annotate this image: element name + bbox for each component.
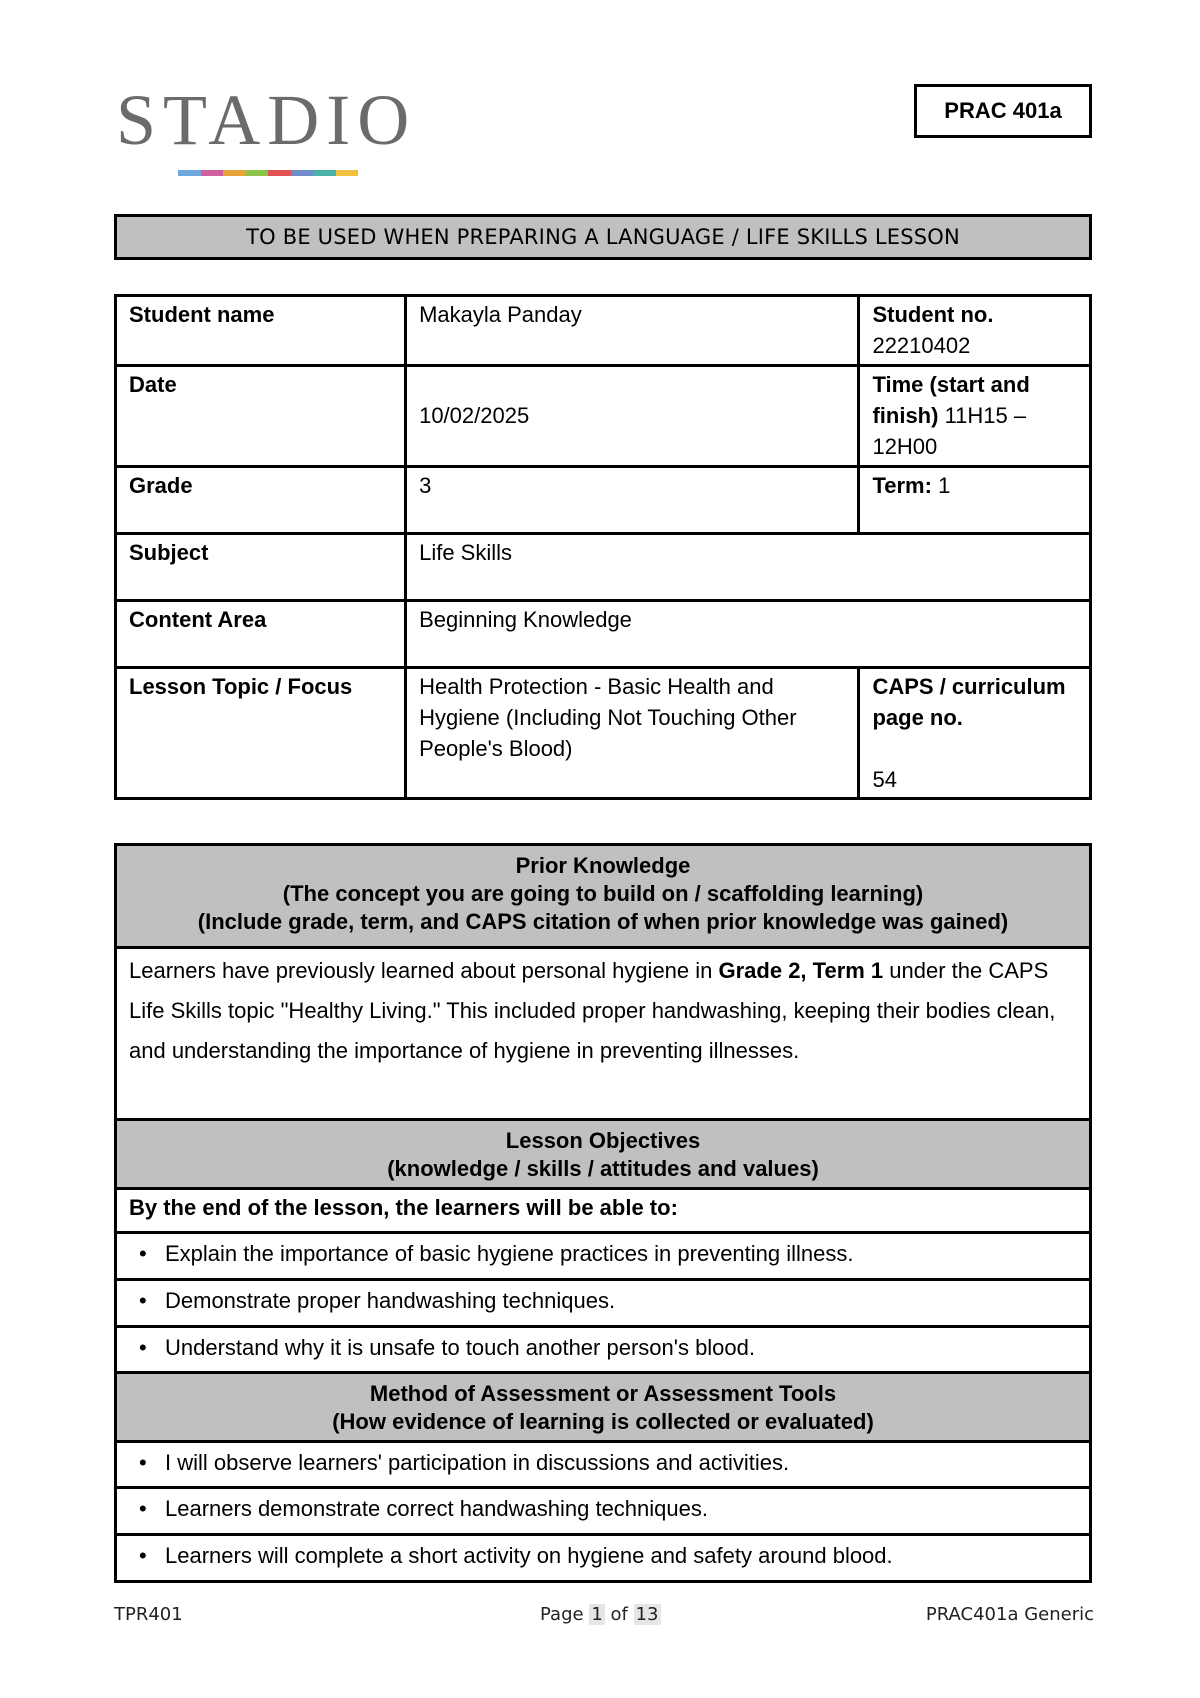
content-area-label: Content Area: [116, 601, 406, 668]
logo-stripe-segment: [201, 170, 224, 176]
lesson-topic-label: Lesson Topic / Focus: [116, 668, 406, 799]
table-row: [116, 1535, 1091, 1582]
footer-module-code: TPR401: [114, 1604, 183, 1625]
footer-page-current: 1: [591, 1604, 603, 1625]
caps-label: CAPS / curriculum page no.: [872, 674, 1066, 730]
subject-label: Subject: [116, 534, 406, 601]
lesson-topic-value: Health Protection - Basic Health and Hygiene (Including Not Touching Other People's Blood): [406, 668, 859, 799]
logo-color-stripe: [178, 170, 358, 176]
footer-of-word: of: [610, 1604, 628, 1625]
content-area-value: Beginning Knowledge: [406, 601, 1091, 668]
table-row: [116, 467, 1091, 534]
logo-stripe-segment: [178, 170, 201, 176]
table-row: [116, 845, 1091, 948]
table-row: [116, 1488, 1091, 1535]
assessment-item: • I will observe learners' participation in discussions and activities.: [116, 1442, 1091, 1488]
objectives-sub: (knowledge / skills / attitudes and values): [387, 1156, 819, 1181]
prior-knowledge-sub1: (The concept you are going to build on / scaffolding learning): [282, 881, 924, 906]
objectives-intro: By the end of the lesson, the learners will be able to:: [116, 1189, 1091, 1233]
prior-text-part: under the CAPS Life Skills topic "Healthy Living." This included proper handwashing, keeping their bodies clean, and understanding the importance of hygiene in preventing illnesses.: [129, 958, 1056, 1063]
time-value: 11H15 – 12H00: [872, 403, 1027, 459]
time-label: Time (start and finish): [872, 372, 1030, 428]
logo-stripe-segment: [223, 170, 246, 176]
table-row: [116, 1233, 1091, 1280]
assessment-title: Method of Assessment or Assessment Tools: [369, 1381, 837, 1406]
table-row: [116, 1280, 1091, 1327]
footer-page-word: Page: [540, 1604, 584, 1625]
assessment-sub: (How evidence of learning is collected or evaluated): [332, 1409, 874, 1434]
student-name-value: Makayla Panday: [406, 296, 859, 366]
logo-stripe-segment: [336, 170, 359, 176]
table-row: [116, 1189, 1091, 1233]
table-row: [116, 296, 1091, 366]
table-row: [116, 1120, 1091, 1189]
grade-value: 3: [406, 467, 859, 534]
logo-stripe-segment: [246, 170, 269, 176]
table-row: [116, 1442, 1091, 1488]
table-row: [116, 534, 1091, 601]
logo-stripe-segment: [291, 170, 314, 176]
stadio-logo: [116, 80, 426, 174]
prior-knowledge-text: [116, 948, 1091, 1120]
caps-page-value: 54: [872, 767, 897, 792]
term-value: 1: [938, 473, 951, 498]
time-cell: [859, 366, 1091, 467]
table-row: [116, 668, 1091, 799]
footer-page-number: [540, 1604, 661, 1625]
grade-label: Grade: [116, 467, 406, 534]
assessment-header: [116, 1373, 1091, 1442]
footer-document-name: PRAC401a Generic: [925, 1604, 1094, 1625]
course-code-box: PRAC 401a: [914, 84, 1092, 138]
lesson-info-table: [114, 294, 1092, 800]
objective-item: • Understand why it is unsafe to touch another person's blood.: [116, 1327, 1091, 1373]
table-row: [116, 601, 1091, 668]
student-no-label: Student no.: [872, 302, 994, 327]
student-name-label: Student name: [116, 296, 406, 366]
date-value: 10/02/2025: [406, 366, 859, 467]
student-no-cell: [859, 296, 1091, 366]
assessment-item: • Learners will complete a short activity on hygiene and safety around blood.: [116, 1535, 1091, 1582]
objective-item: • Demonstrate proper handwashing techniques.: [116, 1280, 1091, 1327]
caps-cell: [859, 668, 1091, 799]
date-label: Date: [116, 366, 406, 467]
form-banner: TO BE USED WHEN PREPARING A LANGUAGE / LIFE SKILLS LESSON: [114, 214, 1092, 260]
term-label: Term:: [872, 473, 932, 498]
logo-stripe-segment: [313, 170, 336, 176]
term-cell: [859, 467, 1091, 534]
objectives-header: [116, 1120, 1091, 1189]
footer-page-total: 13: [635, 1604, 659, 1625]
subject-value: Life Skills: [406, 534, 1091, 601]
table-row: [116, 366, 1091, 467]
prior-text-part: Learners have previously learned about personal hygiene in: [129, 958, 719, 983]
prior-knowledge-sub2: (Include grade, term, and CAPS citation of when prior knowledge was gained): [197, 909, 1009, 934]
prior-knowledge-header: [116, 845, 1091, 948]
logo-stripe-segment: [268, 170, 291, 176]
objectives-title: Lesson Objectives: [505, 1128, 701, 1153]
table-row: [116, 1373, 1091, 1442]
assessment-item: • Learners demonstrate correct handwashing techniques.: [116, 1488, 1091, 1535]
prior-knowledge-title: Prior Knowledge: [515, 853, 691, 878]
lesson-plan-table: [114, 843, 1092, 1583]
table-row: [116, 1327, 1091, 1373]
logo-text: STADIO: [116, 80, 417, 160]
student-no-value: 22210402: [872, 333, 971, 358]
prior-text-bold: Grade 2, Term 1: [718, 958, 884, 983]
table-row: [116, 948, 1091, 1120]
objective-item: • Explain the importance of basic hygiene practices in preventing illness.: [116, 1233, 1091, 1280]
